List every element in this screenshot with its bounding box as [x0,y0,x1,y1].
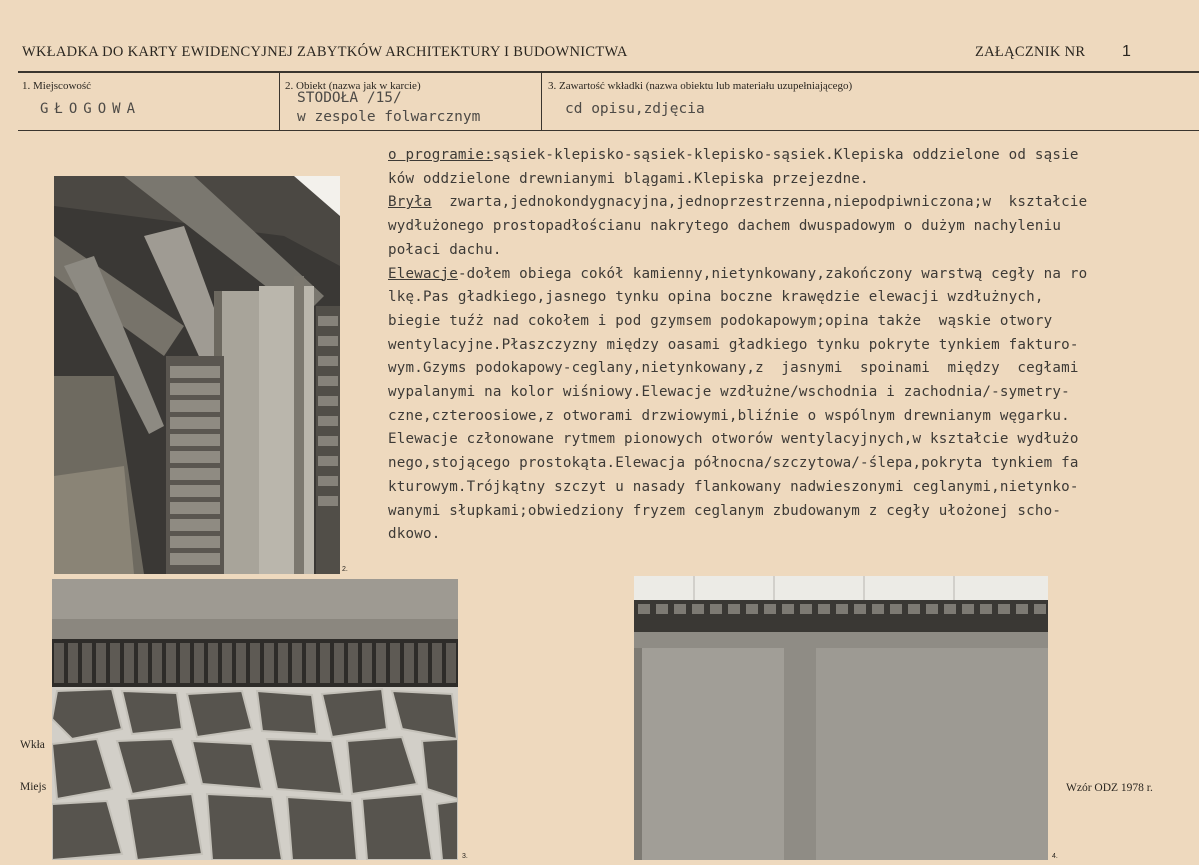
field-3-value: cd opisu,zdjęcia [565,101,705,117]
field-2-value-line1: STODOŁA /15/ [297,90,402,106]
field-2-value-line2: w zespole folwarcznym [297,109,481,125]
desc-line-4: wydłużonego prostopadłościanu nakrytego dachem dwuspadowym o dużym nachyleniu [388,218,1062,235]
desc-line-3: zwarta,jednokondygnacyjna,jednoprzestrzenna,niepodpiwniczona;w kształcie [431,194,1088,211]
field-divider-1 [279,73,280,130]
desc-line-9: wentylacyjne.Płaszczyzny między oasami gładkiego tynku pokryte tynkiem fakturo- [388,336,1079,353]
footer-partial-label-1: Wkła [20,739,45,751]
desc-line-16: wanymi słupkami;obwiedziony fryzem ceglanym zbudowanym z cegły ułożonej scho- [388,502,1062,519]
field-3-label: 3. Zawartość wkładki (nazwa obiektu lub materiału uzupełniającego) [548,80,853,92]
desc-line-6: -dołem obiega cokół kamienny,nietynkowany,zakończony warstwą cegły na ro [457,265,1088,282]
photo-stone-plinth [52,579,458,860]
field-divider-2 [541,73,542,130]
desc-line-13: Elewacje członowane rytmem pionowych otworów wentylacyjnych,w kształcie wydłużo [388,431,1079,448]
desc-line-12: czne,czteroosiowe,z otworami drzwiowymi,bliźnie o wspólnym drewnianym węgarku. [388,407,1070,424]
desc-line-17: dkowo. [388,526,441,543]
field-1-value: GŁOGOWA [40,101,142,117]
header-rule-top [18,71,1199,73]
desc-line-14: nego,stojącego prostokąta.Elewacja północna/szczytowa/-ślepa,pokryta tynkiem fa [388,455,1079,472]
desc-line-10: wym.Gzyms podokapowy-ceglany,nietynkowany,z jasnymi spoinami między cegłami [388,360,1079,377]
form-pattern-label: Wzór ODZ 1978 r. [1066,782,1153,794]
attachment-number: 1 [1122,43,1131,60]
header-rule-bottom [18,130,1199,131]
photo-2-number: 2. [342,566,348,573]
heading-program: o programie: [388,147,493,163]
desc-line-2: ków oddzielone drewnianymi blągami.Klepiska przejezdne. [388,170,869,187]
form-title: WKŁADKA DO KARTY EWIDENCYJNEJ ZABYTKÓW ARCHITEKTURY I BUDOWNICTWA [22,44,628,60]
photo-timber-frame [54,176,340,574]
photo-3-number: 3. [462,853,468,860]
desc-line-8: biegie tuźż nad cokołem i pod gzymsem podokapowym;opina także wąskie otwory [388,312,1053,329]
desc-line-7: lkę.Pas gładkiego,jasnego tynku opina boczne krawędzie elewacji wzdłużnych, [388,289,1044,306]
photo-plastered-wall [634,576,1048,860]
desc-line-15: kturowym.Trójkątny szczyt u nasady flankowany nadwieszonymi ceglanymi,nietynko- [388,478,1079,495]
description-text [388,144,1198,547]
desc-line-1: sąsiek-klepisko-sąsiek-klepisko-sąsiek.Klepiska oddzielone od sąsie [492,147,1079,163]
photo-4-number: 4. [1052,853,1058,860]
field-2-label: 2. Obiekt (nazwa jak w karcie) [285,80,421,92]
footer-partial-label-2: Miejs [20,781,47,793]
heading-bryla: Bryła [388,194,432,211]
heading-elewacje: Elewacje [388,265,458,282]
desc-line-5: połaci dachu. [388,241,502,258]
field-1-label: 1. Miejscowość [22,80,92,92]
attachment-label: ZAŁĄCZNIK NR [975,44,1086,60]
desc-line-11: wypalanymi na kolor wiśniowy.Elewacje wzdłużne/wschodnia i zachodnia/-symetry- [388,384,1070,401]
